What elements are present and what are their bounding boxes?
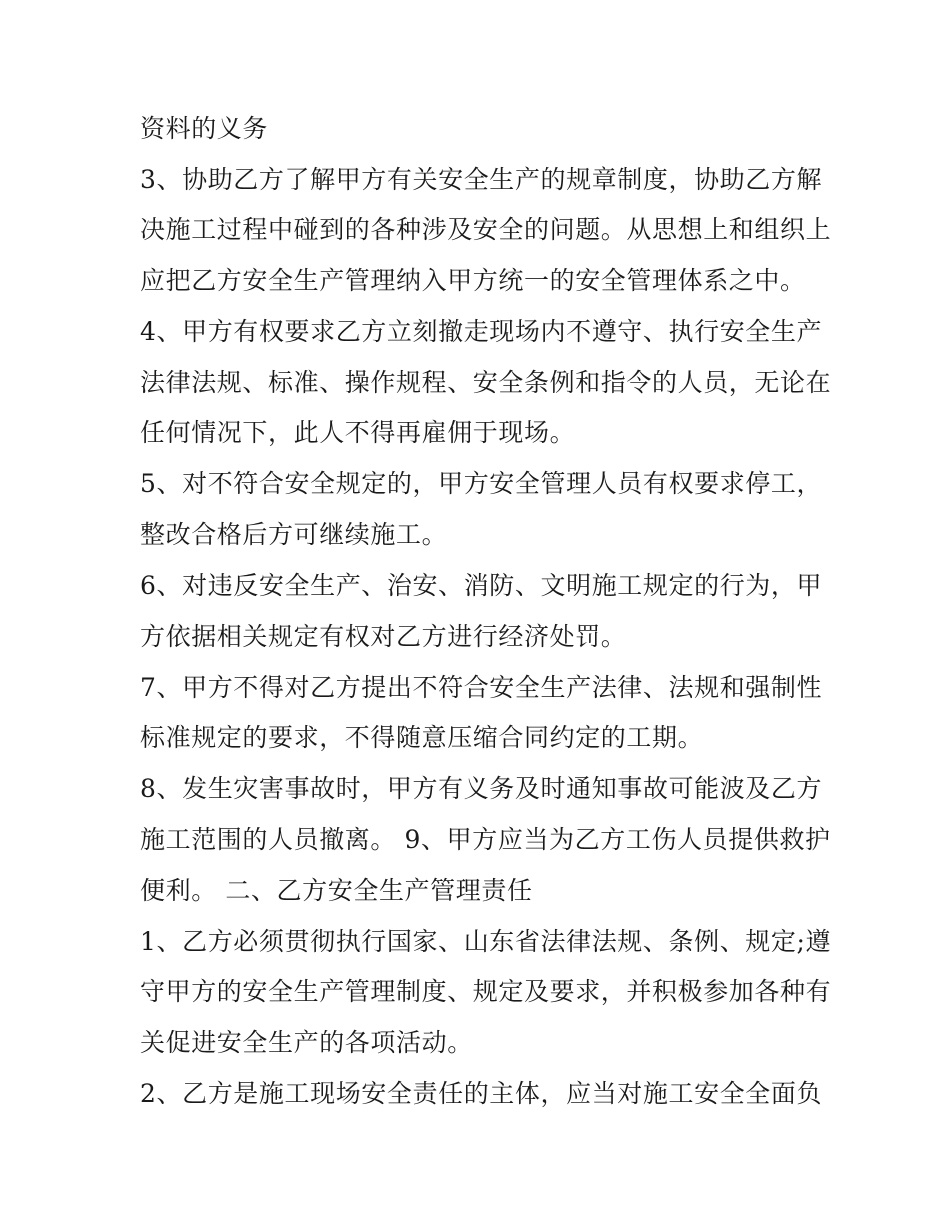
text-line: 法律法规、标准、操作规程、安全条例和指令的人员，无论在 xyxy=(140,368,832,397)
text-line: 关促进安全生产的各项活动。 xyxy=(140,1028,473,1057)
text-line: 标准规定的要求，不得随意压缩合同约定的工期。 xyxy=(140,723,704,752)
text-line: 8、发生灾害事故时，甲方有义务及时通知事故可能波及乙方 xyxy=(140,774,823,803)
text-line: 守甲方的安全生产管理制度、规定及要求，并积极参加各种有 xyxy=(140,977,832,1006)
text-line: 5、对不符合安全规定的，甲方安全管理人员有权要求停工， xyxy=(140,469,823,498)
text-line: 决施工过程中碰到的各种涉及安全的问题。从思想上和组织上 xyxy=(140,215,832,244)
text-line: 便利。 二、乙方安全生产管理责任 xyxy=(140,876,533,905)
text-line: 应把乙方安全生产管理纳入甲方统一的安全管理体系之中。 xyxy=(140,266,806,295)
text-line: 方依据相关规定有权对乙方进行经济处罚。 xyxy=(140,622,627,651)
text-line: 4、甲方有权要求乙方立刻撤走现场内不遵守、执行安全生产 xyxy=(140,317,823,346)
text-line: 6、对违反安全生产、治安、消防、文明施工规定的行为，甲 xyxy=(140,571,823,600)
text-line: 整改合格后方可继续施工。 xyxy=(140,520,448,549)
text-line: 施工范围的人员撤离。 9、甲方应当为乙方工伤人员提供救护 xyxy=(140,825,831,854)
text-line: 任何情况下，此人不得再雇佣于现场。 xyxy=(140,418,576,447)
text-line: 2、乙方是施工现场安全责任的主体，应当对施工安全全面负 xyxy=(140,1079,823,1108)
text-line: 7、甲方不得对乙方提出不符合安全生产法律、法规和强制性 xyxy=(140,673,823,702)
text-line: 3、协助乙方了解甲方有关安全生产的规章制度，协助乙方解 xyxy=(140,165,823,194)
text-line: 1、乙方必须贯彻执行国家、山东省法律法规、条例、规定;遵 xyxy=(140,927,832,956)
text-line: 资料的义务 xyxy=(140,114,269,143)
